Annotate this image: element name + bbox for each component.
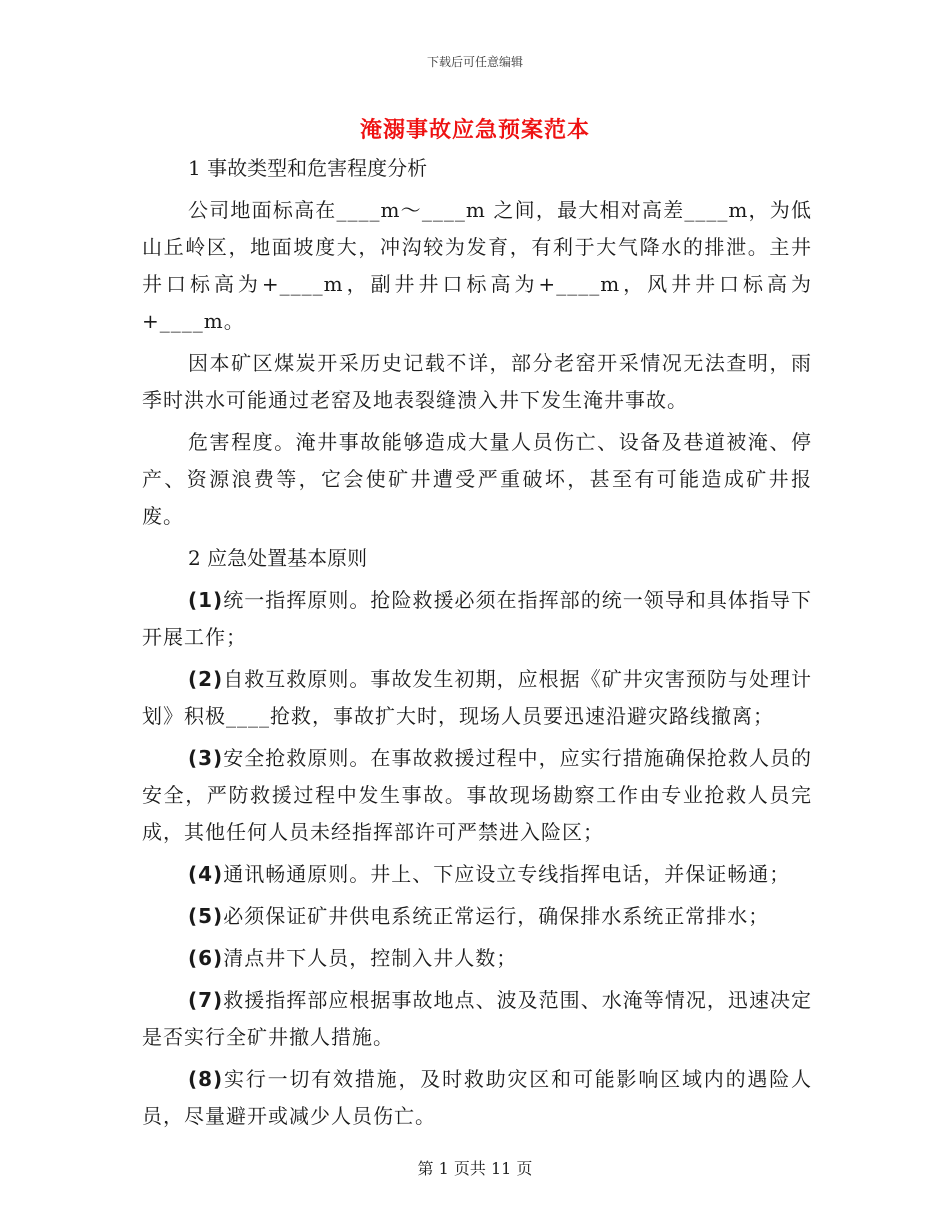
principle-text: 实行一切有效措施，及时救助灾区和可能影响区域内的遇险人员，尽量避开或减少人员伤亡。 (142, 1067, 812, 1128)
principle-text: 自救互救原则。事故发生初期，应根据《矿井灾害预防与处理计划》积极____抢救，事故扩大时，现场人员要迅速沿避灾路线撤离； (142, 667, 812, 728)
principle-number: (3) (188, 746, 224, 770)
principle-text: 必须保证矿井供电系统正常运行，确保排水系统正常排水； (223, 904, 770, 928)
principle-text: 救援指挥部应根据事故地点、波及范围、水淹等情况，迅速决定是否实行全矿井撤人措施。 (142, 988, 812, 1049)
section-1-heading: 1 事故类型和危害程度分析 (188, 156, 428, 180)
principle-item (142, 856, 812, 893)
document-title: 淹溺事故应急预案范本 (359, 117, 590, 143)
page-footer: 第 1 页共 11 页 (417, 1159, 533, 1178)
paragraph-hazard: 危害程度。淹井事故能够造成大量人员伤亡、设备及巷道被淹、停产、资源浪费等，它会使矿井遭受严重破坏，甚至有可能造成矿井报废。 (142, 430, 812, 528)
principle-number: (2) (188, 667, 224, 691)
principle-number: (4) (188, 862, 224, 886)
principle-number: (6) (188, 946, 224, 970)
principle-number: (1) (188, 588, 224, 612)
principle-number: (5) (188, 904, 224, 928)
principle-number: (7) (188, 988, 224, 1012)
principle-text: 通讯畅通原则。井上、下应设立专线指挥电话，并保证畅通； (223, 862, 791, 886)
header-note: 下载后可任意编辑 (426, 55, 523, 69)
paragraph-elevation: 公司地面标高在____m～____m 之间，最大相对高差____m，为低山丘岭区，地面坡度大，冲沟较为发育，有利于大气降水的排泄。主井井口标高为+____m，副井井口标高为+____m，风井井口标高为+____m。 (142, 198, 812, 333)
principle-item (142, 898, 812, 935)
principle-text: 清点井下人员，控制入井人数； (223, 946, 518, 970)
principle-text: 安全抢救原则。在事故救援过程中，应实行措施确保抢救人员的安全，严防救援过程中发生事故。事故现场勘察工作由专业抢救人员完成，其他任何人员未经指挥部许可严禁进入险区； (142, 746, 812, 844)
principle-item (142, 661, 812, 735)
principle-item (142, 582, 812, 656)
section-2-heading: 2 应急处置基本原则 (188, 546, 368, 570)
principle-item (142, 1061, 812, 1135)
principle-number: (8) (188, 1067, 224, 1091)
document-body (142, 150, 812, 1140)
paragraph-cause: 因本矿区煤炭开采历史记载不详，部分老窑开采情况无法查明，雨季时洪水可能通过老窑及地表裂缝溃入井下发生淹井事故。 (142, 351, 812, 412)
principle-item (142, 940, 812, 977)
principle-text: 统一指挥原则。抢险救援必须在指挥部的统一领导和具体指导下开展工作； (142, 588, 812, 649)
principle-item (142, 982, 812, 1056)
principle-item (142, 740, 812, 851)
